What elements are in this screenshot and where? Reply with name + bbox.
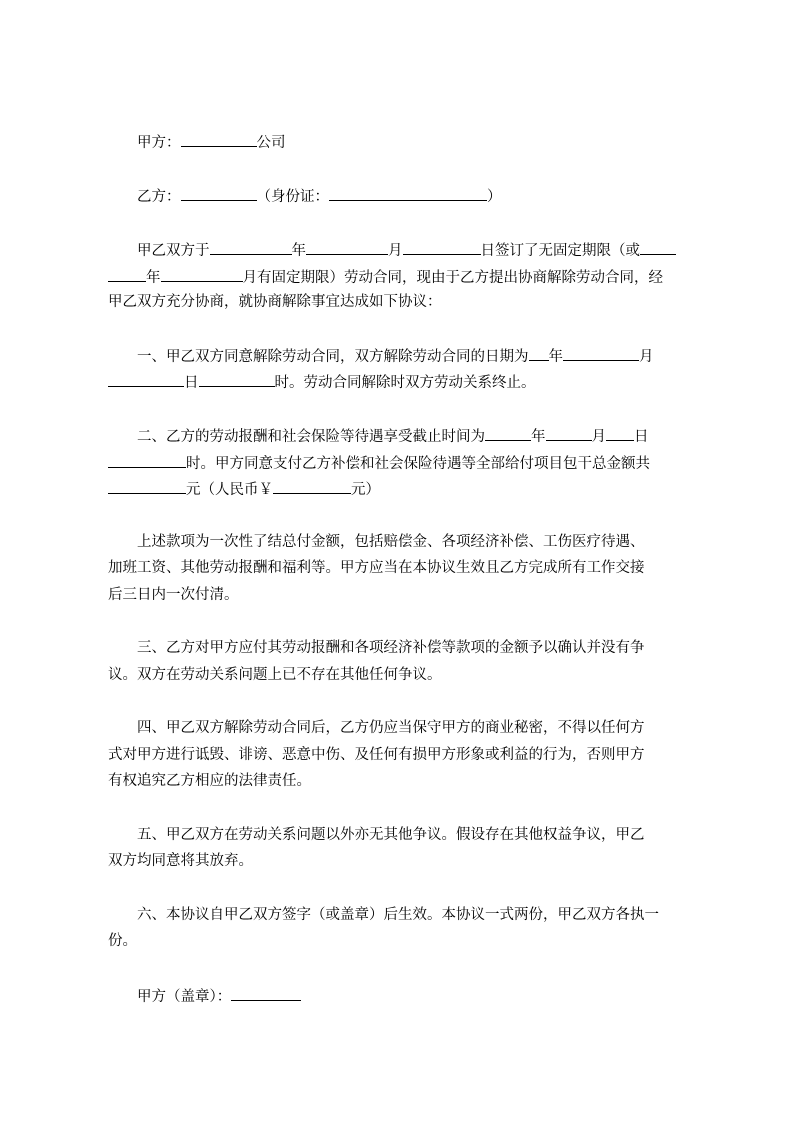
clause-5-line-2	[108, 851, 253, 871]
payment-line-1	[137, 532, 645, 552]
clause-1-text: 一、甲乙双方同意解除劳动合同，双方解除劳动合同的日期为	[137, 349, 529, 365]
party-a-company-blank	[181, 131, 257, 147]
intro-year-label: 年	[291, 243, 306, 259]
clause-4-line-2	[108, 745, 645, 765]
clause-1-day-blank	[108, 371, 184, 387]
clause-1-line-2	[108, 371, 536, 391]
clause-4-line-1	[137, 718, 645, 738]
clause-1-month-blank	[563, 345, 639, 361]
intro-month-label: 月	[388, 243, 403, 259]
clause-5-line-1	[137, 825, 645, 845]
clause-6-text: 六、本协议自甲乙双方签字（或盖章）后生效。本协议一式两份，甲乙双方各执一	[137, 907, 659, 923]
intro-text: 甲乙双方充分协商，就协商解除事宜达成如下协议：	[108, 294, 442, 310]
payment-line-3	[108, 585, 239, 605]
intro-fixed-blank	[640, 239, 676, 255]
clause-1-year-blank	[529, 345, 549, 361]
clause-2-text: 二、乙方的劳动报酬和社会保险等待遇享受截止时间为	[137, 429, 485, 445]
party-b-id-close: ）	[487, 189, 502, 205]
clause-2-day-label: 日	[634, 429, 649, 445]
party-a-label: 甲方：	[137, 135, 181, 151]
clause-5-text: 双方均同意将其放弃。	[108, 853, 253, 869]
clause-2-year-label: 年	[531, 429, 546, 445]
intro-fixed-month-blank	[161, 266, 243, 282]
payment-line-2	[108, 558, 645, 578]
party-b-label: 乙方：	[137, 189, 181, 205]
signature-line	[137, 985, 301, 1005]
payment-text: 上述款项为一次性了结总付金额，包括赔偿金、各项经济补偿、工伤医疗待遇、	[137, 534, 645, 550]
clause-4-text: 有权追究乙方相应的法律责任。	[108, 773, 311, 789]
clause-1-month-label: 月	[639, 349, 654, 365]
intro-month-blank	[306, 239, 388, 255]
clause-6-text: 份。	[108, 933, 137, 949]
intro-year-blank	[210, 239, 292, 255]
intro-day-label: 日签订了无固定期限（或	[480, 243, 640, 259]
party-b-id-blank	[329, 185, 487, 201]
clause-6-line-1	[137, 905, 659, 925]
clause-2-rmb-blank	[273, 478, 351, 494]
clause-4-text: 四、甲乙双方解除劳动合同后，乙方仍应当保守甲方的商业秘密，不得以任何方	[137, 720, 645, 736]
signature-blank	[231, 985, 301, 1001]
clause-1-text: 时。劳动合同解除时双方劳动关系终止。	[274, 375, 536, 391]
clause-1-year-label: 年	[548, 349, 563, 365]
clause-6-line-2	[108, 931, 137, 951]
clause-2-line-1	[137, 425, 649, 445]
clause-2-hour-blank	[108, 452, 186, 468]
clause-1-hour-blank	[199, 371, 275, 387]
clause-1-line-1	[137, 345, 654, 365]
clause-2-month-blank	[546, 425, 592, 441]
intro-line-2	[108, 266, 663, 286]
clause-2-line-3	[108, 478, 380, 498]
clause-2-text: 时。甲方同意支付乙方补偿和社会保险待遇等全部给付项目包干总金额共	[186, 456, 650, 472]
intro-fixed-year-blank	[108, 266, 146, 282]
clause-2-year-blank	[485, 425, 531, 441]
signature-label: 甲方（盖章）：	[137, 989, 232, 1005]
party-a-suffix: 公司	[256, 135, 286, 151]
payment-text: 加班工资、其他劳动报酬和福利等。甲方应当在本协议生效且乙方完成所有工作交接	[108, 560, 645, 576]
clause-3-line-2	[108, 665, 442, 685]
intro-text: 甲乙双方于	[137, 243, 210, 259]
clause-2-month-label: 月	[591, 429, 606, 445]
intro-text: 月有固定期限）劳动合同，现由于乙方提出协商解除劳动合同，经	[242, 270, 663, 286]
intro-line-1	[137, 239, 676, 259]
clause-5-text: 五、甲乙双方在劳动关系问题以外亦无其他争议。假设存在其他权益争议，甲乙	[137, 827, 645, 843]
intro-day-blank	[403, 239, 481, 255]
party-b-id-open: （身份证：	[256, 189, 329, 205]
clause-3-line-1	[137, 638, 645, 658]
clause-3-text: 三、乙方对甲方应付其劳动报酬和各项经济补偿等款项的金额予以确认并没有争	[137, 640, 645, 656]
clause-4-text: 式对甲方进行诋毁、诽谤、恶意中伤、及任何有损甲方形象或利益的行为，否则甲方	[108, 747, 645, 763]
clause-1-day-label: 日	[184, 375, 199, 391]
intro-fixed-year-label: 年	[146, 270, 161, 286]
payment-text: 后三日内一次付清。	[108, 587, 239, 603]
clause-2-amount-blank	[108, 478, 186, 494]
party-b-line	[137, 185, 502, 205]
clause-2-line-2	[108, 452, 650, 472]
clause-3-text: 议。双方在劳动关系问题上已不存在其他任何争议。	[108, 667, 442, 683]
clause-2-yuan-close: 元）	[351, 482, 380, 498]
clause-4-line-3	[108, 771, 311, 791]
party-a-line	[137, 131, 286, 151]
party-b-name-blank	[181, 185, 257, 201]
clause-2-day-blank	[606, 425, 634, 441]
intro-line-3	[108, 292, 442, 312]
clause-2-yuan-label: 元（人民币￥	[186, 482, 273, 498]
